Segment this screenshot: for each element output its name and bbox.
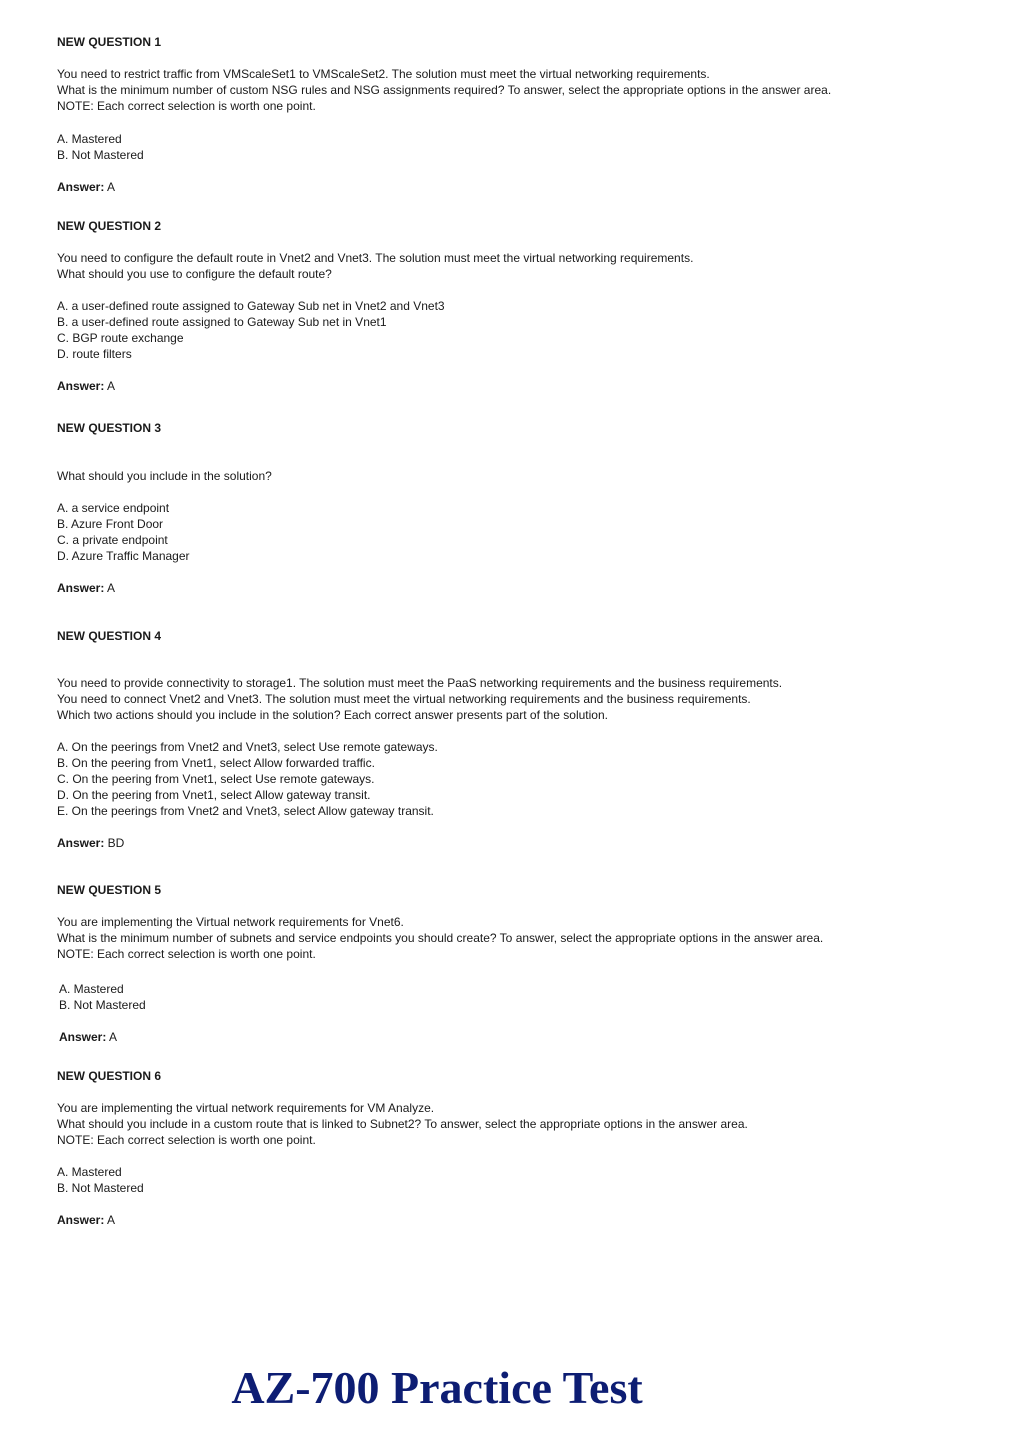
- answer-value: A: [104, 1213, 116, 1227]
- question-text-line: Which two actions should you include in the solution? Each correct answer presents part of the solution.: [57, 708, 608, 722]
- option-c: C. a private endpoint: [57, 533, 168, 547]
- option-d: D. route filters: [57, 347, 132, 361]
- answer-label: Answer:: [57, 1213, 105, 1227]
- answer: [57, 1212, 115, 1228]
- question-text-line: You need to connect Vnet2 and Vnet3. The solution must meet the virtual networking requirements and the business requirements.: [57, 692, 751, 706]
- option-a: A. a service endpoint: [57, 501, 170, 515]
- option-a: A. a user-defined route assigned to Gateway Sub net in Vnet2 and Vnet3: [57, 299, 445, 313]
- option-b: B. Not Mastered: [57, 1181, 144, 1195]
- question-text-line: What should you include in the solution?: [57, 469, 272, 483]
- option-b: B. Azure Front Door: [57, 517, 164, 531]
- option-d: D. Azure Traffic Manager: [57, 549, 190, 563]
- option-b: B. On the peering from Vnet1, select Allow forwarded traffic.: [57, 756, 375, 770]
- question-text-line: What is the minimum number of custom NSG rules and NSG assignments required? To answer, select the appropriate options in the answer area.: [57, 83, 832, 97]
- answer-label: Answer:: [57, 581, 105, 595]
- answer-label: Answer:: [57, 180, 105, 194]
- question-text-line: What should you include in a custom route that is linked to Subnet2? To answer, select the appropriate options in the answer area.: [57, 1117, 748, 1131]
- answer-label: Answer:: [59, 1030, 107, 1044]
- option-c: C. On the peering from Vnet1, select Use remote gateways.: [57, 772, 375, 786]
- answer-value: BD: [104, 836, 125, 850]
- question-text-line: You need to provide connectivity to storage1. The solution must meet the PaaS networking requirements and the business requirements.: [57, 676, 783, 690]
- question-text-line: You need to configure the default route in Vnet2 and Vnet3. The solution must meet the virtual networking requirements.: [57, 251, 694, 265]
- question-text-line: NOTE: Each correct selection is worth one point.: [57, 1133, 316, 1147]
- question-text-line: What is the minimum number of subnets and service endpoints you should create? To answer, select the appropriate options in the answer area.: [57, 931, 824, 945]
- question-text-line: You need to restrict traffic from VMScaleSet1 to VMScaleSet2. The solution must meet the virtual networking requirements.: [57, 67, 710, 81]
- answer: [57, 378, 115, 394]
- answer-label: Answer:: [57, 379, 105, 393]
- answer: [57, 835, 124, 851]
- answer: [59, 1029, 117, 1045]
- question-text-line: You are implementing the virtual network requirements for VM Analyze.: [57, 1101, 435, 1115]
- option-a: A. On the peerings from Vnet2 and Vnet3, select Use remote gateways.: [57, 740, 438, 754]
- question-text-line: You are implementing the Virtual network requirements for Vnet6.: [57, 915, 404, 929]
- footer-title: AZ-700 Practice Test: [231, 1362, 643, 1413]
- answer-value: A: [104, 180, 116, 194]
- question-heading: NEW QUESTION 4: [57, 629, 162, 643]
- answer-value: A: [106, 1030, 118, 1044]
- option-b: B. Not Mastered: [57, 148, 144, 162]
- answer-label: Answer:: [57, 836, 105, 850]
- option-d: D. On the peering from Vnet1, select Allow gateway transit.: [57, 788, 371, 802]
- option-b: B. Not Mastered: [59, 998, 146, 1012]
- question-heading: NEW QUESTION 2: [57, 219, 162, 233]
- option-c: C. BGP route exchange: [57, 331, 184, 345]
- option-a: A. Mastered: [59, 982, 124, 996]
- option-e: E. On the peerings from Vnet2 and Vnet3, select Allow gateway transit.: [57, 804, 434, 818]
- answer: [57, 580, 115, 596]
- question-heading: NEW QUESTION 1: [57, 35, 162, 49]
- question-heading: NEW QUESTION 3: [57, 421, 162, 435]
- answer: [57, 179, 115, 195]
- question-heading: NEW QUESTION 6: [57, 1069, 162, 1083]
- answer-value: A: [104, 379, 116, 393]
- answer-value: A: [104, 581, 116, 595]
- question-text-line: NOTE: Each correct selection is worth one point.: [57, 947, 316, 961]
- question-heading: NEW QUESTION 5: [57, 883, 162, 897]
- option-a: A. Mastered: [57, 1165, 122, 1179]
- option-a: A. Mastered: [57, 132, 122, 146]
- question-text-line: What should you use to configure the default route?: [57, 267, 332, 281]
- question-text-line: NOTE: Each correct selection is worth one point.: [57, 99, 316, 113]
- option-b: B. a user-defined route assigned to Gateway Sub net in Vnet1: [57, 315, 387, 329]
